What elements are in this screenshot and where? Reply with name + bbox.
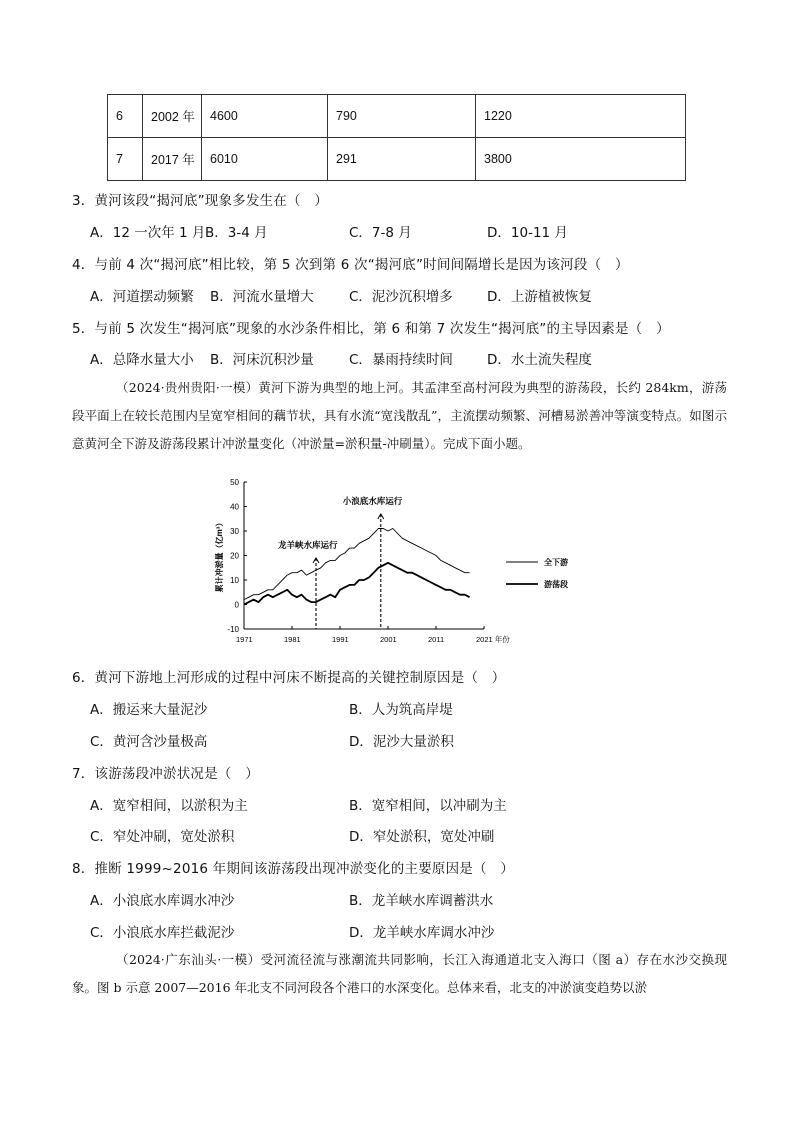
- q8-option-c[interactable]: C．小浪底水库拦截泥沙: [90, 925, 235, 941]
- legend-label: 全下游: [544, 558, 568, 567]
- y-tick-label: 50: [230, 478, 239, 487]
- q6-option-c[interactable]: C．黄河含沙量极高: [90, 734, 208, 750]
- q8-option-b[interactable]: B．龙羊峡水库调蓄洪水: [349, 893, 494, 909]
- q7-option-b[interactable]: B．宽窄相间，以冲刷为主: [349, 798, 507, 814]
- q5-option-d[interactable]: D．水土流失程度: [487, 352, 592, 368]
- annotation-label: 龙羊峡水库运行: [278, 540, 338, 550]
- table-cell: 4600: [202, 95, 328, 138]
- legend-label: 游荡段: [544, 580, 568, 589]
- table-cell: 2002 年: [143, 95, 202, 138]
- table-row: [108, 95, 686, 138]
- question-6-stem: 6．黄河下游地上河形成的过程中河床不断提高的关键控制原因是（ ）: [72, 670, 506, 686]
- y-tick-label: -10: [227, 625, 239, 634]
- q5-option-c[interactable]: C．暴雨持续时间: [349, 352, 453, 368]
- q6-option-b[interactable]: B．人为筑高岸堤: [349, 702, 453, 718]
- table-cell: 291: [328, 138, 476, 181]
- q7-option-d[interactable]: D．窄处淤积，宽处冲刷: [349, 829, 495, 845]
- x-tick-label: 1991: [332, 635, 349, 644]
- data-table: [107, 94, 686, 181]
- q7-option-a[interactable]: A．宽窄相间，以淤积为主: [90, 798, 248, 814]
- q5-option-b[interactable]: B．河床沉积沙量: [210, 352, 314, 368]
- sediment-chart: [208, 474, 600, 654]
- y-tick-label: 20: [230, 551, 239, 561]
- passage-1-text: （2024·贵州贵阳·一模）黄河下游为典型的地上河。其孟津至高村河段为典型的游荡段，长约 284km，游荡段平面上在较长范围内呈宽窄相间的藕节状，具有水流“宽浅散乱”，主流摆动频繁、河槽易淤善冲等演变特点。如图示意黄河全下游及游荡段累计冲淤量变化（冲淤量=淤积量-冲刷量）。完成下面小题。: [72, 380, 727, 451]
- question-5-stem: 5．与前 5 次发生“揭河底”现象的水沙条件相比，第 6 和第 7 次发生“揭河底”的主导因素是（ ）: [72, 321, 670, 337]
- q8-option-d[interactable]: D．龙羊峡水库调水冲沙: [349, 925, 495, 941]
- x-tick-label: 1971: [236, 635, 253, 644]
- q4-option-d[interactable]: D．上游植被恢复: [487, 289, 592, 305]
- y-axis-label: 累计冲淤量（亿m³）: [215, 518, 224, 593]
- q3-option-b[interactable]: B．3-4 月: [205, 225, 268, 241]
- question-8-stem: 8．推断 1999~2016 年期间该游荡段出现冲淤变化的主要原因是（ ）: [72, 861, 515, 877]
- question-3-stem: 3．黄河该段“揭河底”现象多发生在（ ）: [72, 193, 329, 209]
- q3-option-c[interactable]: C．7-8 月: [349, 225, 412, 241]
- q4-option-a[interactable]: A．河道摆动频繁: [90, 289, 194, 305]
- passage-1: [72, 374, 727, 458]
- table-cell: 7: [108, 138, 143, 181]
- q3-option-d[interactable]: D．10-11 月: [487, 225, 568, 241]
- q3-option-a[interactable]: A．12 一次年 1 月: [90, 225, 206, 241]
- x-tick-label: 2001: [380, 635, 397, 644]
- y-tick-label: 0: [234, 600, 239, 610]
- question-7-stem: 7．该游荡段冲淤状况是（ ）: [72, 766, 259, 782]
- table-cell: 1220: [476, 95, 686, 138]
- q7-option-c[interactable]: C．窄处冲刷，宽处淤积: [90, 829, 235, 845]
- x-tick-label: 1981: [284, 635, 301, 644]
- y-tick-label: 40: [230, 502, 239, 512]
- series-line-wandering-section: [244, 563, 470, 605]
- table-cell: 790: [328, 95, 476, 138]
- q4-option-c[interactable]: C．泥沙沉积增多: [349, 289, 453, 305]
- q5-option-a[interactable]: A．总降水量大小: [90, 352, 194, 368]
- x-tick-label: 2011: [428, 635, 445, 644]
- y-tick-label: 10: [230, 576, 239, 585]
- table-cell: 2017 年: [143, 138, 202, 181]
- question-4-stem: 4．与前 4 次“揭河底”相比较，第 5 次到第 6 次“揭河底”时间间隔增长是因为该河段（ ）: [72, 257, 629, 273]
- q6-option-a[interactable]: A．搬运来大量泥沙: [90, 702, 208, 718]
- q4-option-b[interactable]: B．河流水量增大: [210, 289, 314, 305]
- q8-option-a[interactable]: A．小浪底水库调水冲沙: [90, 893, 235, 909]
- passage-2-text: （2024·广东汕头·一模）受河流径流与涨潮流共同影响，长江入海通道北支入海口（图 a）存在水沙交换现象。图 b 示意 2007—2016 年北支不同河段各个港口的水深变化。总体来看，北支的冲淤演变趋势以淤: [72, 952, 727, 995]
- annotation-label: 小浪底水库运行: [342, 496, 403, 506]
- q6-option-d[interactable]: D．泥沙大量淤积: [349, 734, 454, 750]
- passage-2: [72, 946, 727, 1002]
- table-cell: 6010: [202, 138, 328, 181]
- table-row: [108, 138, 686, 181]
- x-tick-label: 2021 年份: [476, 635, 510, 644]
- table-cell: 3800: [476, 138, 686, 181]
- y-tick-label: 30: [230, 527, 239, 536]
- table-cell: 6: [108, 95, 143, 138]
